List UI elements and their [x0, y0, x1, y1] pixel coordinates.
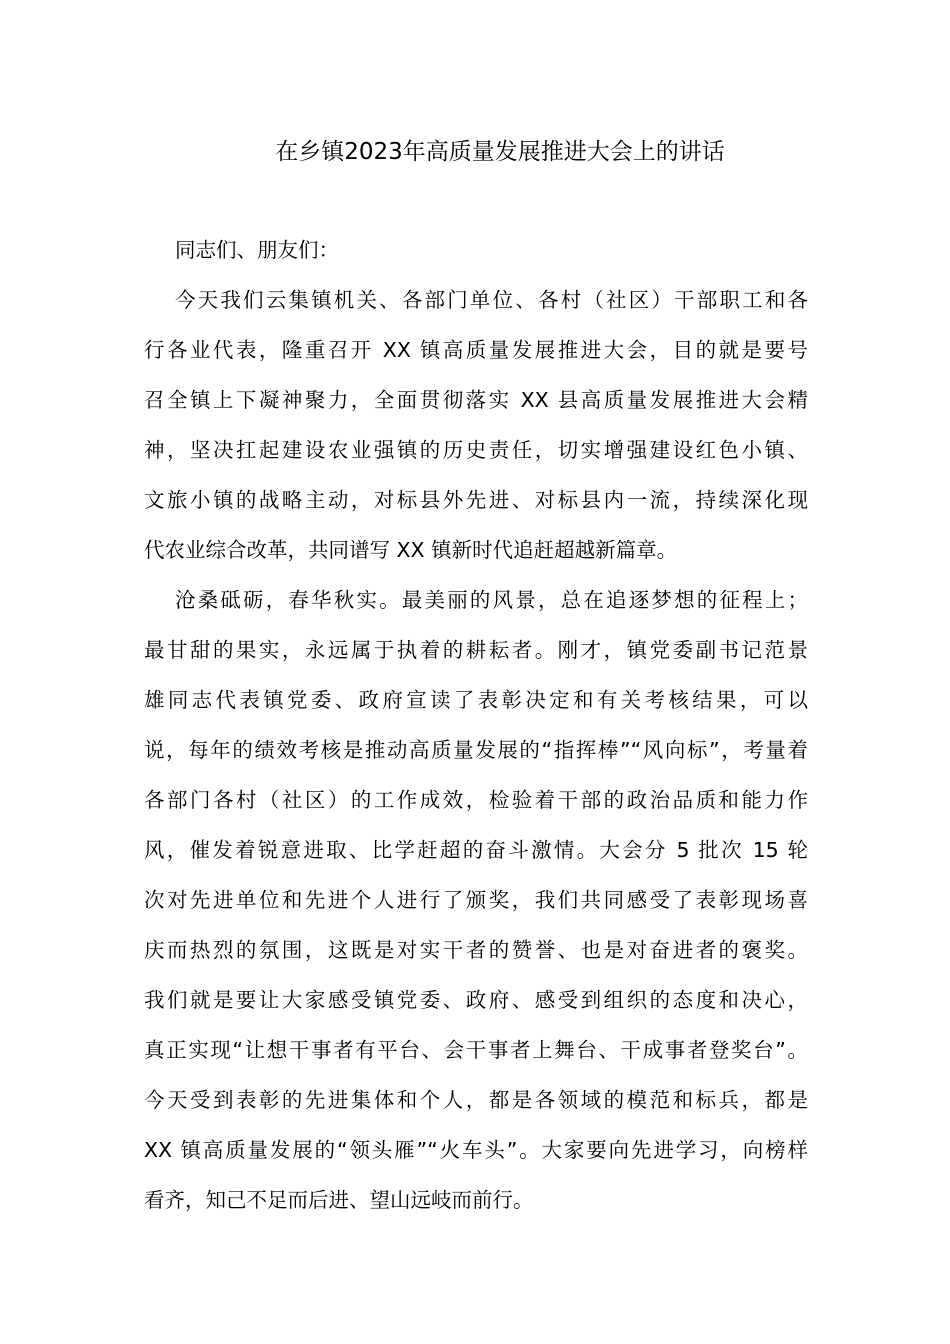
paragraph-line: 今天受到表彰的先进集体和个人，都是各领域的模范和标兵，都是 [144, 1088, 808, 1112]
paragraph-line: 说，每年的绩效考核是推动高质量发展的“指挥棒”“风向标”，考量着 [144, 738, 808, 762]
paragraph-line: 代农业综合改革，共同谱写 XX 镇新时代追赶超越新篇章。 [144, 538, 678, 562]
paragraph-line: 真正实现“让想干事者有平台、会干事者上舞台、干成事者登奖台”。 [144, 1038, 808, 1062]
paragraph-line: 文旅小镇的战略主动，对标县外先进、对标县内一流，持续深化现 [144, 488, 808, 512]
document-body [144, 230, 808, 1230]
paragraph-line: 我们就是要让大家感受镇党委、政府、感受到组织的态度和决心， [144, 988, 808, 1012]
paragraph-line: 召全镇上下凝神聚力，全面贯彻落实 XX 县高质量发展推进大会精 [144, 388, 808, 412]
paragraph-1 [144, 280, 808, 580]
paragraph-line: 风，催发着锐意进取、比学赶超的奋斗激情。大会分 5 批次 15 轮 [144, 838, 808, 862]
paragraph-line: 沧桑砥砺，春华秋实。最美丽的风景，总在追逐梦想的征程上； [175, 588, 808, 612]
paragraph-line: 行各业代表，隆重召开 XX 镇高质量发展推进大会，目的就是要号 [144, 338, 808, 362]
paragraph-line: 最甘甜的果实，永远属于执着的耕耘者。刚才，镇党委副书记范景 [144, 638, 808, 662]
paragraph-line: 今天我们云集镇机关、各部门单位、各村（社区）干部职工和各 [175, 288, 808, 312]
paragraph-line: 各部门各村（社区）的工作成效，检验着干部的政治品质和能力作 [144, 788, 808, 812]
greeting: 同志们、朋友们： [175, 238, 339, 262]
paragraph-2 [144, 580, 808, 1230]
paragraph-line: 神，坚决扛起建设农业强镇的历史责任，切实增强建设红色小镇、 [144, 438, 808, 462]
paragraph-line: XX 镇高质量发展的“领头雁”“火车头”。大家要向先进学习，向榜样 [144, 1138, 808, 1162]
document-title: 在乡镇2023年高质量发展推进大会上的讲话 [275, 139, 725, 165]
paragraph-line: 庆而热烈的氛围，这既是对实干者的赞誉、也是对奋进者的褒奖。 [144, 938, 808, 962]
paragraph-line: 次对先进单位和先进个人进行了颁奖，我们共同感受了表彰现场喜 [144, 888, 808, 912]
paragraph-line: 看齐，知己不足而后进、望山远岐而前行。 [144, 1188, 534, 1212]
paragraph-line: 雄同志代表镇党委、政府宣读了表彰决定和有关考核结果，可以 [144, 688, 808, 712]
